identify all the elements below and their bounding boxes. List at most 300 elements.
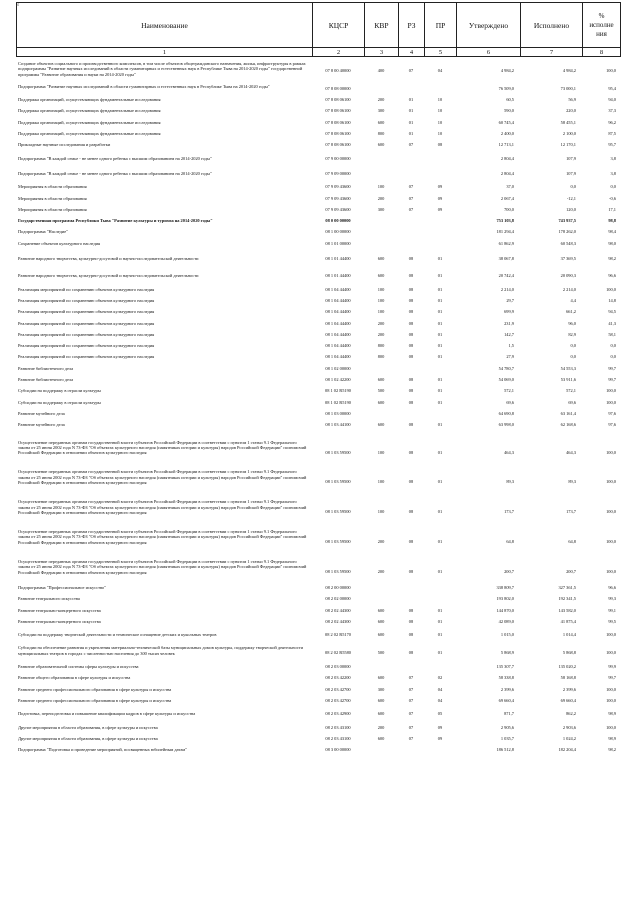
row-kvr: 200 <box>377 331 385 337</box>
table-row <box>16 675 620 680</box>
row-name: Осуществление переданных органам государственной власти субъектов Российской Федерации в соответствии с пунктом 1 статьи 9.1 Федерального закона от 25 июня 2002 года N 73-ФЗ "Об объектах культурного наследия (памятниках истории и культуры) народов Российской Федерации" полномочий Российской Федерации в отношении объектов культурного наследия <box>18 499 307 515</box>
row-executed: 58 168,8 <box>560 675 576 681</box>
row-name: Осуществление переданных органам государственной власти субъектов Российской Федерации в соответствии с пунктом 1 статьи 9.1 Федерального закона от 25 июня 2002 года N 73-ФЗ "Об объектах культурного наследия (памятниках истории и культуры) народов Российской Федерации" полномочий Российской Федерации в отношении объектов культурного наследия <box>18 439 307 456</box>
row-approved: 69 660,4 <box>498 697 514 703</box>
table-row <box>16 120 620 125</box>
table-row <box>16 354 620 359</box>
row-executed: 12 170,1 <box>560 142 576 148</box>
row-approved: 63 998,0 <box>498 422 514 428</box>
row-kcsr: 08 1 03 59500 <box>325 509 351 515</box>
row-pr: 10 <box>437 131 443 137</box>
row-name: Подпрограмма "Наследие" <box>18 229 68 235</box>
row-pr <box>424 84 456 86</box>
row-name: Развитие среднего профессионального образования в сфере культуры и искусства <box>18 697 172 703</box>
header-utv: Утверждено <box>457 3 521 48</box>
row-approved: 1,5 <box>508 343 514 349</box>
table-row <box>16 309 620 314</box>
row-rz: 07 <box>408 142 414 148</box>
row-rz: 08 <box>408 354 414 360</box>
row-pr: 01 <box>437 297 443 303</box>
row-kcsr: 08 2 03 43100 <box>325 735 351 741</box>
row-approved: 2 804,4 <box>500 170 514 176</box>
row-pr: 01 <box>437 286 443 292</box>
row-percent: 100,0 <box>606 686 616 692</box>
row-kvr: 800 <box>377 343 385 349</box>
row-kcsr: 08 1 01 00000 <box>325 240 351 246</box>
row-kvr: 600 <box>377 142 385 148</box>
table-row <box>16 698 620 703</box>
row-kcsr: 08 2 03 42700 <box>325 697 351 703</box>
row-pr: 01 <box>437 449 443 455</box>
row-rz: 08 <box>408 539 414 545</box>
row-executed: 200,7 <box>566 569 576 575</box>
row-percent: 41,3 <box>608 320 616 326</box>
row-kcsr: 08 1 01 44400 <box>325 273 351 279</box>
row-approved: 54 780,7 <box>498 365 514 371</box>
row-kvr <box>364 84 398 86</box>
row-approved: 590,0 <box>504 108 514 114</box>
row-kcsr: 08 0 00 00000 <box>325 218 351 224</box>
table-row <box>16 687 620 692</box>
row-executed: 135 020,2 <box>558 664 576 670</box>
table-row <box>16 645 620 656</box>
row-approved: 60 745,4 <box>498 119 514 125</box>
row-rz: 08 <box>408 256 414 262</box>
row-executed: 120,0 <box>566 206 576 212</box>
row-kcsr: 08 2 02 R5580 <box>325 650 351 656</box>
row-approved: 193 802,0 <box>496 596 514 602</box>
row-rz: 08 <box>408 399 414 405</box>
row-kcsr: 08 2 02 44300 <box>325 607 351 613</box>
row-kcsr: 08 1 02 00000 <box>325 365 351 371</box>
row-rz: 08 <box>408 422 414 428</box>
table-row <box>16 343 620 348</box>
page-corner-note: 3 <box>16 2 19 8</box>
row-rz: 08 <box>408 632 414 638</box>
row-name: Развитие среднего профессионального образования в сфере культуры и искусства <box>18 686 172 692</box>
row-kcsr: 07 8 00 40000 <box>325 68 351 73</box>
row-executed: 743 937,5 <box>558 218 576 224</box>
row-percent: 0,0 <box>610 184 616 190</box>
row-kvr: 600 <box>377 735 385 741</box>
row-kvr: 400 <box>377 68 385 73</box>
row-percent: 96,6 <box>608 273 616 279</box>
row-percent: 98,9 <box>608 735 616 741</box>
row-rz: 08 <box>408 650 414 656</box>
row-name: Развитие музейного дела <box>18 422 65 428</box>
row-rz: 07 <box>408 195 414 201</box>
row-executed: 56,9 <box>568 97 576 103</box>
row-percent: 100,0 <box>606 569 616 575</box>
row-executed: 143 582,0 <box>558 607 576 613</box>
row-pr: 10 <box>437 108 443 114</box>
row-percent: 98,0 <box>608 240 616 246</box>
row-percent: 98,2 <box>608 256 616 262</box>
row-kcsr: 08 1 02 R5190 <box>325 388 351 394</box>
row-name: Осуществление переданных органам государственной власти субъектов Российской Федерации в соответствии с пунктом 1 статьи 9.1 Федерального закона от 25 июня 2002 года N 73-ФЗ "Об объектах культурного наследия (памятниках истории и культуры) народов Российской Федерации" полномочий Российской Федерации в отношении объектов культурного наследия <box>18 529 307 545</box>
row-kvr: 100 <box>377 297 385 303</box>
row-approved: 60,5 <box>506 97 514 103</box>
table-row <box>16 97 620 102</box>
col-number: 6 <box>457 48 521 57</box>
row-kcsr: 08 1 03 00000 <box>325 410 351 416</box>
row-executed: 862,2 <box>566 711 576 717</box>
row-kcsr: 08 1 00 00000 <box>325 229 351 235</box>
row-percent: 100,0 <box>606 724 616 730</box>
row-pr: 09 <box>437 195 443 201</box>
row-kvr: 800 <box>377 354 385 360</box>
row-percent: 99,7 <box>608 365 616 371</box>
row-rz: 08 <box>408 618 414 624</box>
row-rz: 08 <box>408 479 414 485</box>
row-name: Сохранение объектов культурного наследия <box>18 240 101 246</box>
row-kcsr: 08 1 04 44400 <box>325 309 351 315</box>
row-kvr: 500 <box>377 388 385 394</box>
row-pr: 01 <box>437 539 443 545</box>
table-row <box>16 585 620 590</box>
row-executed: 220,0 <box>566 108 576 114</box>
row-approved: 38 067,8 <box>498 256 514 262</box>
row-pr: 01 <box>437 399 443 405</box>
row-kcsr: 08 1 02 42200 <box>325 377 351 383</box>
header-pct-line1: % <box>598 11 605 20</box>
row-approved: 173,7 <box>504 509 514 515</box>
row-kcsr: 08 2 03 42700 <box>325 686 351 692</box>
row-kcsr: 08 2 00 00000 <box>325 584 351 590</box>
row-name: Субсидии на обеспечение развития и укрепления материально-технической базы муниципальных домов культуры, поддержку творческой деятельности муниципальных театров в городах с численностью населения до 300 тысяч человек <box>18 645 303 656</box>
row-rz <box>398 84 424 86</box>
row-name: Подготовка, переподготовка и повышение квалификации кадров в сфере культуры и искусства <box>18 711 196 717</box>
table-row <box>16 747 620 752</box>
row-kvr: 300 <box>377 686 385 692</box>
row-rz: 01 <box>408 119 414 125</box>
row-approved: 200,7 <box>504 569 514 575</box>
row-approved: 142,7 <box>504 331 514 337</box>
row-approved: 699,9 <box>504 309 514 315</box>
row-pr: 01 <box>437 650 443 656</box>
row-name: Развитие театрально-концертного искусства <box>18 618 101 624</box>
row-rz: 07 <box>408 206 414 212</box>
table-row <box>16 61 620 77</box>
row-executed: 54 553,3 <box>560 365 576 371</box>
row-kcsr: 08 1 04 44400 <box>325 343 351 349</box>
row-kvr: 600 <box>377 273 385 279</box>
row-executed: 0,0 <box>570 343 576 349</box>
table-row <box>16 608 620 613</box>
row-name: Реализация мероприятий по сохранению объектов культурного наследия <box>18 286 155 292</box>
table-row <box>16 256 620 261</box>
row-percent: 96,2 <box>608 119 616 125</box>
row-approved: 2 399,6 <box>500 686 514 692</box>
table-body <box>16 61 620 752</box>
row-executed: 62 168,6 <box>560 422 576 428</box>
row-approved: 20 742,4 <box>498 273 514 279</box>
table-row <box>16 131 620 136</box>
table-row <box>16 411 620 416</box>
row-kvr: 600 <box>377 399 385 405</box>
table-row <box>16 298 620 303</box>
row-approved: 700,0 <box>504 206 514 212</box>
row-executed: 192 341,5 <box>558 596 576 602</box>
row-rz: 07 <box>408 724 414 730</box>
row-kvr: 500 <box>377 650 385 656</box>
row-kvr: 600 <box>377 675 385 681</box>
row-kcsr: 08 1 03 44100 <box>325 422 351 428</box>
row-rz: 07 <box>408 711 414 717</box>
row-approved: 42 089,0 <box>498 618 514 624</box>
row-name: Создание объектов социального и производственного комплексов, в том числе объектов общегражданского назначения, жилья, инфраструктуры в рамках подпрограммы "Развитие научных исследований в области гуманитарных и естественных наук в Республике Тыва на 2014-2020 годы" государственной программы "Развитие образования и науки на 2014-2020 годы" <box>18 61 306 77</box>
row-approved: 753 103,8 <box>496 218 514 224</box>
table-row <box>16 229 620 234</box>
row-executed: 53 911,6 <box>560 377 576 383</box>
row-percent: 100,0 <box>606 539 616 545</box>
row-executed: 4,4 <box>570 297 576 303</box>
table-row <box>16 156 620 161</box>
row-percent: 100,0 <box>606 632 616 638</box>
row-executed: 5 868,8 <box>562 650 576 656</box>
row-percent: 100,0 <box>606 650 616 656</box>
table-row <box>16 207 620 212</box>
row-executed: 327 361,5 <box>558 584 576 590</box>
row-percent: 98,4 <box>608 229 616 235</box>
row-name: Развитие музейного дела <box>18 410 65 416</box>
row-kcsr: 08 1 04 44400 <box>325 286 351 292</box>
table-row <box>16 218 620 223</box>
row-rz: 07 <box>408 735 414 741</box>
table-row <box>16 469 620 485</box>
row-executed: 20 090,3 <box>560 273 576 279</box>
header-pr: ПР <box>425 3 457 48</box>
row-approved: 2 214,0 <box>500 286 514 292</box>
table-row <box>16 725 620 730</box>
table-row <box>16 184 620 189</box>
header-name: Наименование <box>17 3 313 48</box>
row-executed: -12,1 <box>566 195 576 201</box>
row-kcsr: 08 1 02 R5190 <box>325 399 351 405</box>
row-rz: 08 <box>408 309 414 315</box>
row-approved: 1 035,7 <box>500 735 514 741</box>
row-kcsr: 07 8 08 00000 <box>325 85 351 91</box>
row-executed: 37 369,5 <box>560 256 576 262</box>
column-number-row <box>17 48 621 57</box>
row-kcsr: 08 1 03 59500 <box>325 449 351 455</box>
row-approved: 2 804,4 <box>500 155 514 161</box>
row-executed: 0,0 <box>570 184 576 190</box>
row-rz: 08 <box>408 331 414 337</box>
row-rz: 08 <box>408 297 414 303</box>
row-approved: 871,7 <box>504 711 514 717</box>
row-executed: 60 548,3 <box>560 240 576 246</box>
row-approved: 464,3 <box>504 449 514 455</box>
row-name: Реализация мероприятий по сохранению объектов культурного наследия <box>18 320 155 326</box>
row-percent: 100,0 <box>606 286 616 292</box>
row-percent: 94,5 <box>608 309 616 315</box>
col-number: 2 <box>313 48 365 57</box>
row-kvr: 600 <box>377 711 385 717</box>
row-executed: 2 100,0 <box>562 131 576 137</box>
row-kvr: 300 <box>377 206 385 212</box>
row-percent: 94,0 <box>608 97 616 103</box>
row-percent: 96,6 <box>608 584 616 590</box>
header-kvr: КВР <box>365 3 399 48</box>
row-executed: 1 024,2 <box>562 735 576 741</box>
row-name: Подпрограмма "В каждой семье - не менее одного ребенка с высшим образованием на 2014-2020 годы" <box>18 170 212 176</box>
table-row <box>16 664 620 669</box>
row-kcsr: 08 1 04 44400 <box>325 297 351 303</box>
row-kcsr: 08 2 03 00000 <box>325 664 351 670</box>
row-kvr: 200 <box>377 724 385 730</box>
col-number: 7 <box>521 48 583 57</box>
table-row <box>16 619 620 624</box>
row-kcsr: 08 3 00 00000 <box>325 747 351 753</box>
row-executed: 2 214,0 <box>562 286 576 292</box>
row-name: Реализация мероприятий по сохранению объектов культурного наследия <box>18 297 155 303</box>
row-kcsr: 08 2 02 00000 <box>325 596 351 602</box>
row-rz: 07 <box>408 184 414 190</box>
row-executed: 4 984,2 <box>562 68 576 73</box>
row-kcsr: 07 8 08 06100 <box>325 131 351 137</box>
header-rz: РЗ <box>399 3 425 48</box>
table-row <box>16 388 620 393</box>
row-kcsr: 08 1 04 44400 <box>325 320 351 326</box>
row-percent: 100,0 <box>606 399 616 405</box>
row-kvr: 100 <box>377 286 385 292</box>
row-rz: 08 <box>408 320 414 326</box>
row-approved: 231,9 <box>504 320 514 326</box>
row-percent: 3,8 <box>610 155 616 161</box>
row-percent: 95,7 <box>608 142 616 148</box>
col-number: 1 <box>17 48 313 57</box>
col-number: 4 <box>399 48 425 57</box>
row-pr: 01 <box>437 607 443 613</box>
row-executed: 107,9 <box>566 170 576 176</box>
table-row <box>16 377 620 382</box>
row-pr: 05 <box>437 711 443 717</box>
row-pr: 10 <box>437 97 443 103</box>
row-approved: 76 509,0 <box>498 85 514 91</box>
row-executed: 107,9 <box>566 155 576 161</box>
row-rz: 08 <box>408 286 414 292</box>
row-kcsr: 07 9 09 43600 <box>325 184 351 190</box>
row-executed: 2 903,6 <box>562 724 576 730</box>
row-percent: 100,0 <box>606 449 616 455</box>
row-percent: 99,7 <box>608 675 616 681</box>
row-kvr: 100 <box>377 479 385 485</box>
row-kvr: 600 <box>377 632 385 638</box>
row-pr: 01 <box>437 354 443 360</box>
row-name: Осуществление переданных органам государственной власти субъектов Российской Федерации в соответствии с пунктом 1 статьи 9.1 Федерального закона от 25 июня 2002 года N 73-ФЗ "Об объектах культурного наследия (памятниках истории и культуры) народов Российской Федерации" полномочий Российской Федерации в отношении объектов культурного наследия <box>18 559 307 575</box>
row-kvr: 800 <box>377 131 385 137</box>
row-rz: 08 <box>408 388 414 394</box>
row-executed: 2 399,6 <box>562 686 576 692</box>
header-pct-line2: исполне <box>589 20 614 29</box>
row-pr: 01 <box>437 256 443 262</box>
col-number: 8 <box>583 48 621 57</box>
row-pr: 01 <box>437 273 443 279</box>
header-pct-line3: ния <box>596 29 607 38</box>
table-row <box>16 440 620 456</box>
table-row <box>16 287 620 292</box>
row-percent: 37,3 <box>608 108 616 114</box>
row-executed: 41 875,4 <box>560 618 576 624</box>
row-pr: 04 <box>437 697 443 703</box>
row-executed: 73 000,1 <box>560 85 576 91</box>
row-kvr: 200 <box>377 320 385 326</box>
row-executed: 82,9 <box>568 331 576 337</box>
row-approved: 181 294,4 <box>496 229 514 235</box>
row-kcsr: 07 8 08 06100 <box>325 108 351 114</box>
table-row <box>16 273 620 278</box>
table-row <box>16 529 620 545</box>
row-kvr: 600 <box>377 607 385 613</box>
table-row <box>16 400 620 405</box>
row-approved: 12 713,1 <box>498 142 514 148</box>
table-header <box>16 2 621 57</box>
row-executed: 64,8 <box>568 539 576 545</box>
row-approved: 64 690,8 <box>498 410 514 416</box>
row-approved: 186 512,8 <box>496 747 514 753</box>
row-percent: 87,5 <box>608 131 616 137</box>
row-kcsr: 07 8 08 06100 <box>325 142 351 148</box>
row-kcsr: 08 2 03 43100 <box>325 724 351 730</box>
row-name: Развитие библиотечного дела <box>18 365 74 371</box>
row-name: Развитие общего образования в сфере культуры и искусства <box>18 675 131 681</box>
table-row <box>16 332 620 337</box>
row-kvr: 600 <box>377 119 385 125</box>
row-kcsr: 07 8 08 06100 <box>325 97 351 103</box>
row-rz: 08 <box>408 273 414 279</box>
row-pr: 10 <box>437 119 443 125</box>
row-executed: 464,3 <box>566 449 576 455</box>
row-approved: 29,7 <box>506 297 514 303</box>
row-rz: 07 <box>408 686 414 692</box>
row-pr: 01 <box>437 422 443 428</box>
row-percent: 100,0 <box>606 388 616 394</box>
row-kvr: 600 <box>377 618 385 624</box>
row-approved: 144 870,0 <box>496 607 514 613</box>
row-rz: 08 <box>408 569 414 575</box>
row-kvr: 300 <box>377 108 385 114</box>
row-name: Развитие образовательной системы сферы культуры и искусства <box>18 664 139 670</box>
row-kvr: 200 <box>377 569 385 575</box>
row-name: Подпрограмма "Профессиональное искусство" <box>18 584 107 590</box>
row-approved: 37,0 <box>506 184 514 190</box>
table-row <box>16 711 620 716</box>
row-percent: 14,8 <box>608 297 616 303</box>
row-approved: 89,3 <box>506 479 514 485</box>
row-pr: 09 <box>437 724 443 730</box>
table-row <box>16 559 620 575</box>
row-kvr: 600 <box>377 256 385 262</box>
row-percent: -0,6 <box>609 195 616 201</box>
row-kcsr: 07 9 09 43600 <box>325 206 351 212</box>
row-rz: 01 <box>408 108 414 114</box>
row-pr: 09 <box>437 184 443 190</box>
row-name: Подпрограмма "В каждой семье - не менее одного ребенка с высшим образованием на 2014-2020 годы" <box>18 155 212 161</box>
table-row <box>16 241 620 246</box>
row-kcsr: 08 2 02 R5170 <box>325 632 351 638</box>
row-pr: 01 <box>437 377 443 383</box>
row-approved: 572,1 <box>504 388 514 394</box>
row-approved: 1 015,0 <box>500 632 514 638</box>
row-percent: 99,5 <box>608 618 616 624</box>
row-percent: 97,6 <box>608 410 616 416</box>
row-pr: 01 <box>437 618 443 624</box>
row-name: Реализация мероприятий по сохранению объектов культурного наследия <box>18 354 155 360</box>
row-pr: 01 <box>437 388 443 394</box>
row-percent: 99,7 <box>608 377 616 383</box>
row-approved: 2 400,0 <box>500 131 514 137</box>
